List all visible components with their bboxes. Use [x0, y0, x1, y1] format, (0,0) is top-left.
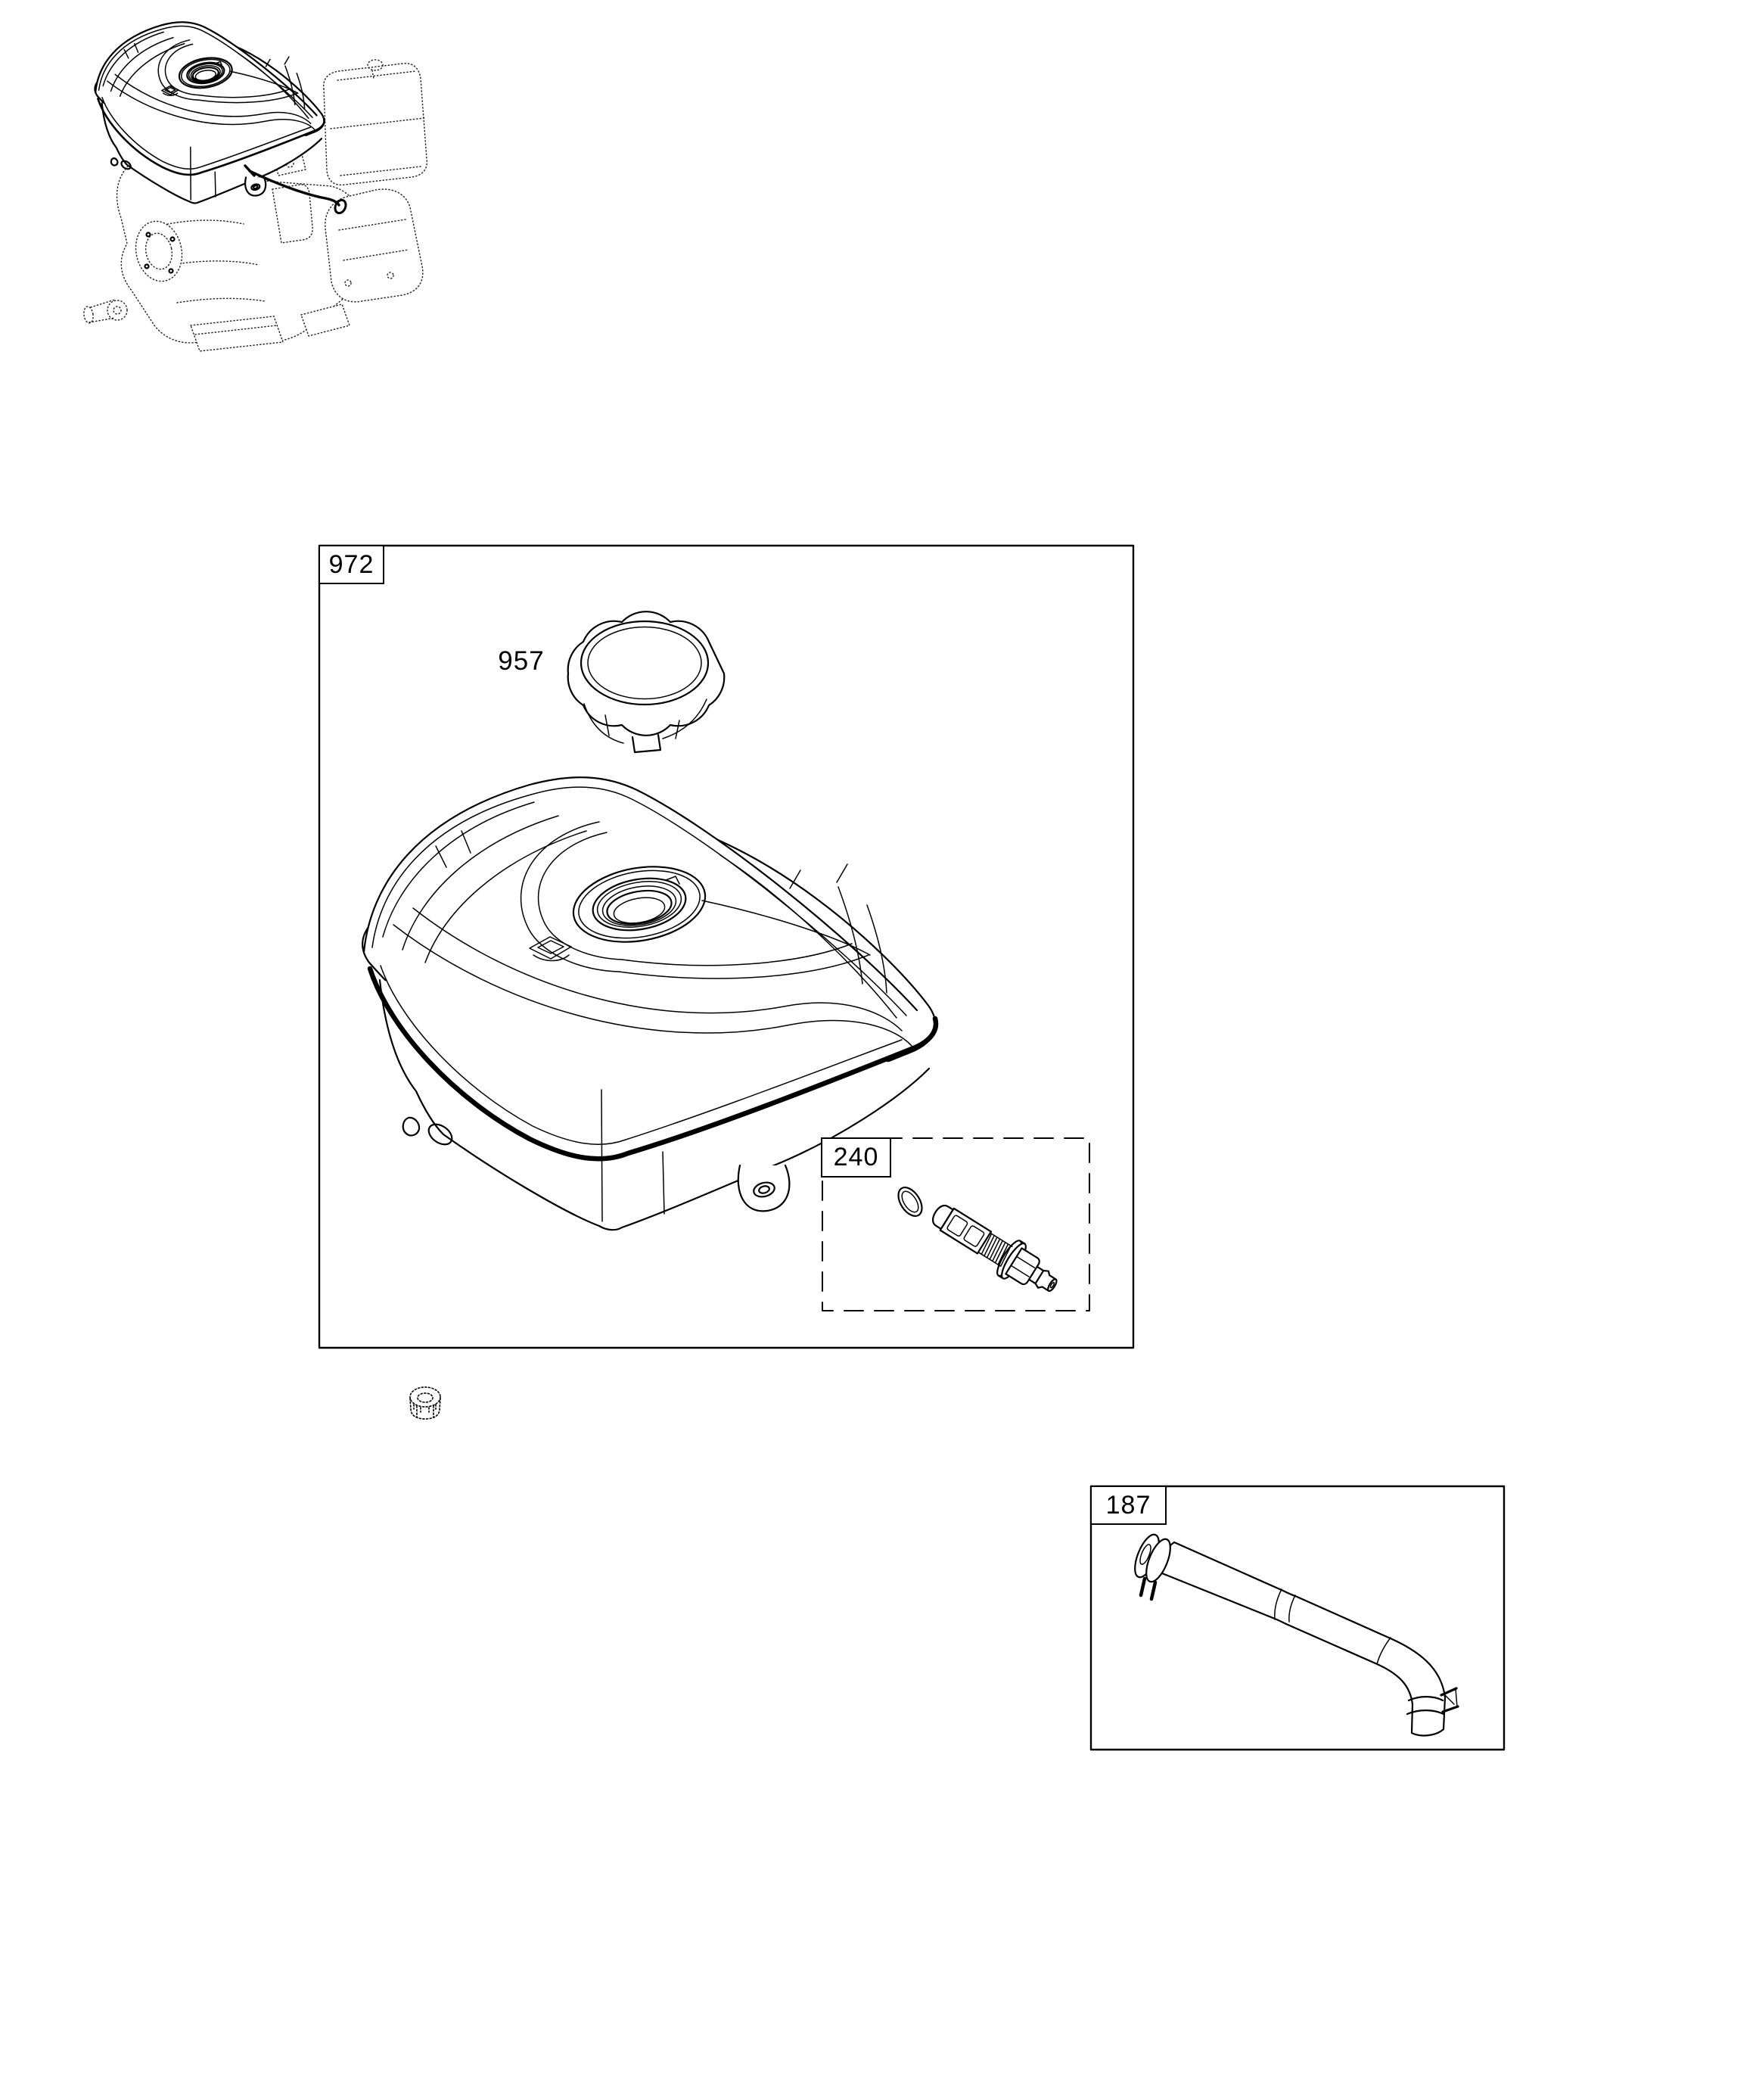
part-number-label-957: 957 — [498, 646, 545, 676]
fuel-valve-art — [925, 1195, 1065, 1304]
fuel-cap-art — [568, 611, 725, 752]
part-number-label-240: 240 — [821, 1137, 891, 1178]
engine-overview-art — [83, 22, 427, 351]
fuel-hose-art — [1130, 1532, 1458, 1736]
part-number-label-972: 972 — [319, 545, 384, 584]
flange-nut-art — [410, 1387, 440, 1419]
o-ring-art — [893, 1184, 927, 1221]
part-number-label-187: 187 — [1090, 1486, 1167, 1525]
